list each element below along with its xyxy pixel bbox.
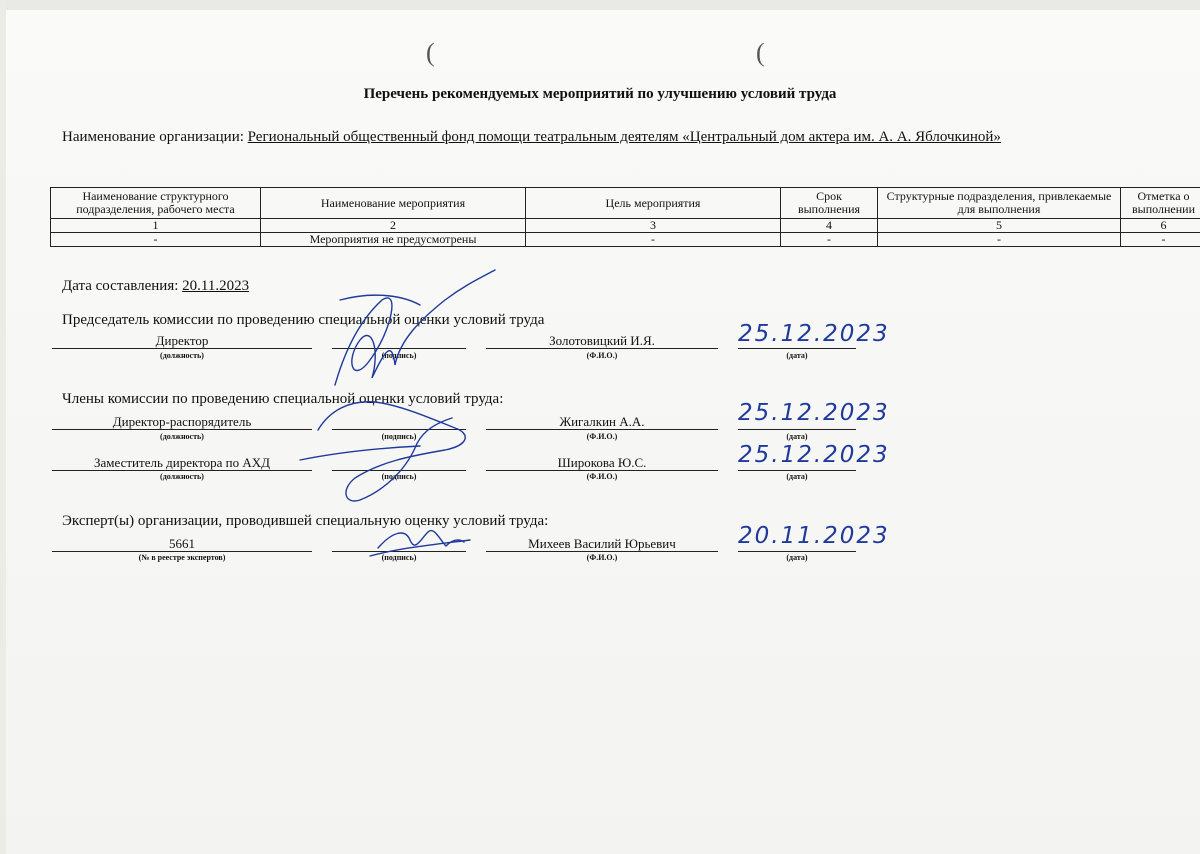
column-number: 5: [878, 219, 1121, 233]
table-row: [51, 233, 1200, 247]
table-cell: -: [781, 233, 878, 247]
signature-line: [52, 470, 312, 471]
scan-edge-left: [0, 0, 6, 854]
column-header: Наименование структурного подразделения, рабочего места: [51, 188, 261, 219]
registry-caption: (№ в реестре экспертов): [138, 553, 226, 562]
chairman-position: Директор: [155, 333, 209, 348]
expert-name: Михеев Василий Юрьевич: [528, 536, 676, 551]
column-header: Срок выполнения: [781, 188, 878, 219]
expert-registry-number: 5661: [169, 536, 195, 551]
signature-caption: (подпись): [381, 432, 417, 441]
table-number-row: [51, 219, 1200, 233]
table-header-row: [51, 188, 1200, 219]
table-cell: -: [51, 233, 261, 247]
fio-caption: (Ф.И.О.): [586, 553, 618, 562]
signature-line: [52, 551, 312, 552]
member-date-handwritten: 25.12.2023: [738, 442, 890, 468]
signature-line: [738, 551, 856, 552]
date-caption: (дата): [786, 351, 808, 360]
signature-line: [332, 551, 466, 552]
chairman-name: Золотовицкий И.Я.: [549, 333, 655, 348]
chairman-date-handwritten: 25.12.2023: [738, 321, 890, 347]
position-caption: (должность): [160, 472, 204, 481]
table-cell: -: [878, 233, 1121, 247]
fio-caption: (Ф.И.О.): [586, 351, 618, 360]
table-cell: -: [1121, 233, 1200, 247]
member-name: Широкова Ю.С.: [557, 455, 647, 470]
fio-caption: (Ф.И.О.): [586, 472, 618, 481]
members-heading: Члены комиссии по проведению специальной оценки условий труда:: [62, 391, 504, 407]
punch-hole-mark: (: [426, 38, 435, 67]
date-caption: (дата): [786, 472, 808, 481]
date-compiled-value: 20.11.2023: [182, 278, 250, 294]
signature-line: [738, 470, 856, 471]
signature-line: [738, 429, 856, 430]
column-header: Структурные подразделения, привлекаемые для выполнения: [878, 188, 1121, 219]
fio-caption: (Ф.И.О.): [586, 432, 618, 441]
signature-line: [738, 348, 856, 349]
signature-caption: (подпись): [381, 472, 417, 481]
signature-line: [486, 551, 718, 552]
column-number: 1: [51, 219, 261, 233]
member-date-handwritten: 25.12.2023: [738, 400, 890, 426]
column-header: Наименование мероприятия: [261, 188, 526, 219]
column-number: 2: [261, 219, 526, 233]
signature-line: [486, 348, 718, 349]
date-compiled-label: Дата составления:: [62, 278, 179, 294]
chairman-heading: Председатель комиссии по проведению специальной оценки условий труда: [62, 312, 545, 328]
expert-heading: Эксперт(ы) организации, проводившей специальную оценку условий труда:: [62, 513, 549, 529]
column-number: 6: [1121, 219, 1200, 233]
date-caption: (дата): [786, 553, 808, 562]
table-cell: -: [526, 233, 781, 247]
organization-name: Региональный общественный фонд помощи театральным деятелям «Центральный дом актера им. А. А. Яблочкиной»: [247, 129, 1001, 145]
signature-caption: (подпись): [381, 553, 417, 562]
organization-line: [62, 127, 1142, 148]
date-compiled-line: [62, 278, 249, 295]
signature-line: [486, 470, 718, 471]
scan-edge-top: [0, 0, 1200, 10]
signature-line: [52, 348, 312, 349]
member-position: Заместитель директора по АХД: [94, 455, 270, 470]
table-cell: Мероприятия не предусмотрены: [261, 233, 526, 247]
column-number: 4: [781, 219, 878, 233]
position-caption: (должность): [160, 432, 204, 441]
punch-hole-mark: (: [756, 38, 765, 67]
member-name: Жигалкин А.А.: [559, 414, 645, 429]
signature-line: [52, 429, 312, 430]
column-number: 3: [526, 219, 781, 233]
organization-label: Наименование организации:: [62, 129, 244, 145]
date-caption: (дата): [786, 432, 808, 441]
measures-table: [50, 187, 1200, 247]
member-position: Директор-распорядитель: [112, 414, 252, 429]
column-header: Цель мероприятия: [526, 188, 781, 219]
signature-line: [332, 429, 466, 430]
signature-line: [332, 348, 466, 349]
document-title: Перечень рекомендуемых мероприятий по улучшению условий труда: [363, 86, 837, 102]
position-caption: (должность): [160, 351, 204, 360]
signature-line: [486, 429, 718, 430]
signature-caption: (подпись): [381, 351, 417, 360]
expert-date-handwritten: 20.11.2023: [738, 523, 890, 549]
column-header: Отметка о выполнении: [1121, 188, 1200, 219]
signature-line: [332, 470, 466, 471]
